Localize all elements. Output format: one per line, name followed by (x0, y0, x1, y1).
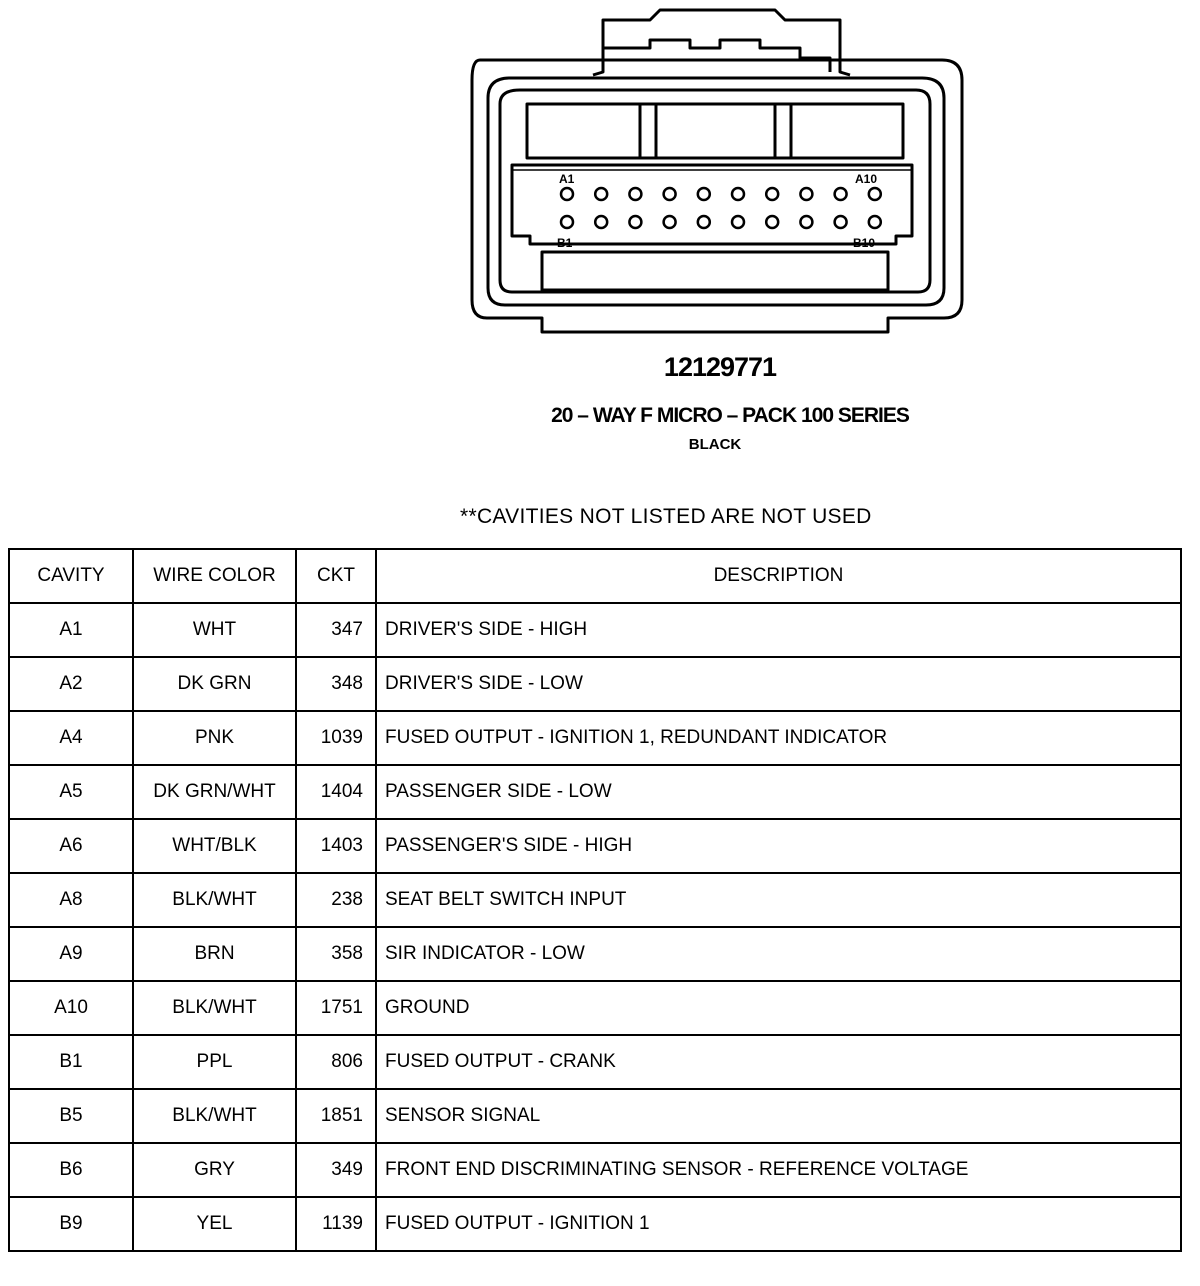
pin-cavity-b5 (698, 216, 710, 228)
cell-description: FRONT END DISCRIMINATING SENSOR - REFERENCE VOLTAGE (376, 1143, 1181, 1197)
table-header-row (9, 549, 1181, 603)
cell-description: SENSOR SIGNAL (376, 1089, 1181, 1143)
table-row (9, 711, 1181, 765)
table-row (9, 1089, 1181, 1143)
cell-ckt: 1404 (296, 765, 376, 819)
cell-ckt: 1403 (296, 819, 376, 873)
cell-wire-color: DK GRN (133, 657, 296, 711)
cell-ckt: 358 (296, 927, 376, 981)
cell-cavity: A1 (9, 603, 133, 657)
pin-cavity-b6 (732, 216, 744, 228)
pin-cavity-a5 (698, 188, 710, 200)
pin-cavity-a3 (629, 188, 641, 200)
cell-ckt: 348 (296, 657, 376, 711)
pin-label-b1: B1 (557, 236, 573, 250)
pin-cavity-a1 (561, 188, 573, 200)
pinout-table (8, 548, 1182, 1252)
cell-cavity: A9 (9, 927, 133, 981)
table-row (9, 1035, 1181, 1089)
pin-cavity-a8 (800, 188, 812, 200)
cell-description: DRIVER'S SIDE - LOW (376, 657, 1181, 711)
pin-cavity-b2 (595, 216, 607, 228)
cell-ckt: 347 (296, 603, 376, 657)
pin-cavity-b3 (629, 216, 641, 228)
cell-cavity: A6 (9, 819, 133, 873)
cell-cavity: A5 (9, 765, 133, 819)
cell-cavity: B9 (9, 1197, 133, 1251)
table-row (9, 603, 1181, 657)
cell-wire-color: BLK/WHT (133, 981, 296, 1035)
cell-description: GROUND (376, 981, 1181, 1035)
pin-cavity-a2 (595, 188, 607, 200)
cell-wire-color: BLK/WHT (133, 1089, 296, 1143)
connector-face-diagram (0, 0, 1200, 345)
cell-cavity: B6 (9, 1143, 133, 1197)
cell-wire-color: YEL (133, 1197, 296, 1251)
pin-cavity-a6 (732, 188, 744, 200)
pin-cavity-a7 (766, 188, 778, 200)
cell-ckt: 1751 (296, 981, 376, 1035)
pin-cavity-a10 (869, 188, 881, 200)
cell-ckt: 1039 (296, 711, 376, 765)
table-row (9, 873, 1181, 927)
unused-cavities-note: **CAVITIES NOT LISTED ARE NOT USED (460, 505, 872, 528)
cell-description: SIR INDICATOR - LOW (376, 927, 1181, 981)
cell-wire-color: GRY (133, 1143, 296, 1197)
table-row (9, 981, 1181, 1035)
cell-ckt: 806 (296, 1035, 376, 1089)
cell-cavity: A8 (9, 873, 133, 927)
connector-name: 20 – WAY F MICRO – PACK 100 SERIES (551, 404, 909, 427)
cell-wire-color: PNK (133, 711, 296, 765)
header-cavity: CAVITY (9, 549, 133, 603)
table-row (9, 657, 1181, 711)
connector-part-number: 12129771 (663, 352, 777, 382)
cell-ckt: 349 (296, 1143, 376, 1197)
cell-description: PASSENGER'S SIDE - HIGH (376, 819, 1181, 873)
cell-wire-color: BRN (133, 927, 296, 981)
cell-description: SEAT BELT SWITCH INPUT (376, 873, 1181, 927)
pin-cavity-a9 (835, 188, 847, 200)
cell-description: FUSED OUTPUT - CRANK (376, 1035, 1181, 1089)
cell-cavity: A4 (9, 711, 133, 765)
pin-cavity-b9 (835, 216, 847, 228)
cell-description: FUSED OUTPUT - IGNITION 1, REDUNDANT INDICATOR (376, 711, 1181, 765)
cell-cavity: B1 (9, 1035, 133, 1089)
cell-wire-color: WHT/BLK (133, 819, 296, 873)
pin-cavity-b7 (766, 216, 778, 228)
cell-description: DRIVER'S SIDE - HIGH (376, 603, 1181, 657)
table-row (9, 1143, 1181, 1197)
header-description: DESCRIPTION (376, 549, 1181, 603)
cell-cavity: A2 (9, 657, 133, 711)
cell-wire-color: WHT (133, 603, 296, 657)
connector-color: BLACK (688, 436, 742, 453)
pin-label-b10: B10 (853, 236, 876, 250)
cell-wire-color: DK GRN/WHT (133, 765, 296, 819)
cell-cavity: B5 (9, 1089, 133, 1143)
table-row (9, 765, 1181, 819)
pin-label-a1: A1 (559, 172, 575, 186)
pin-cavity-b10 (869, 216, 881, 228)
table-row (9, 1197, 1181, 1251)
header-wire-color: WIRE COLOR (133, 549, 296, 603)
cell-wire-color: PPL (133, 1035, 296, 1089)
cell-description: FUSED OUTPUT - IGNITION 1 (376, 1197, 1181, 1251)
cell-cavity: A10 (9, 981, 133, 1035)
cell-ckt: 1139 (296, 1197, 376, 1251)
cell-ckt: 1851 (296, 1089, 376, 1143)
header-ckt: CKT (296, 549, 376, 603)
pin-cavity-a4 (664, 188, 676, 200)
cell-wire-color: BLK/WHT (133, 873, 296, 927)
cell-ckt: 238 (296, 873, 376, 927)
pin-cavity-b1 (561, 216, 573, 228)
pin-cavity-b4 (664, 216, 676, 228)
pin-cavity-b8 (800, 216, 812, 228)
cell-description: PASSENGER SIDE - LOW (376, 765, 1181, 819)
table-row (9, 819, 1181, 873)
pin-label-a10: A10 (855, 172, 878, 186)
table-row (9, 927, 1181, 981)
